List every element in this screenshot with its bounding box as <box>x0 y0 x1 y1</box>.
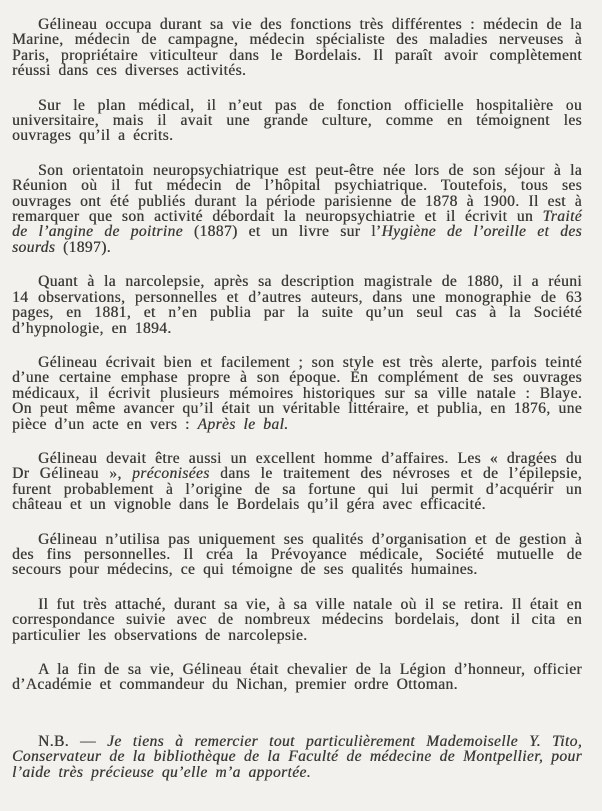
paragraph <box>12 98 582 144</box>
text-run: A la fin de sa vie, Gélineau était chevalier de la Légion d’honneur, officier d’Académie et commandeur du Nichan, premier ordre Ottoman. <box>12 661 582 694</box>
text-run: Il fut très attaché, durant sa vie, à sa ville natale où il se retira. Il était en correspondance suivie avec de nombreux médecins bordelais, dont il cita en particulier les observations de narcolepsie. <box>12 595 582 644</box>
paragraph <box>12 17 582 79</box>
text-run: N.B. — <box>38 732 108 750</box>
italic-text-run: Je tiens à remercier tout particulièrement Mademoiselle Y. Tito, Conservateur de la bibliothèque de la Faculté de médecine de Montpellier, pour l’aide très précieuse qu’elle m’a apportée. <box>12 732 582 781</box>
paragraph <box>12 597 582 643</box>
text-run: Gélineau écrivait bien et facilement ; son style est très alerte, parfois teinté d’une certaine emphase propre à son époque. En complément de ses ouvrages médicaux, il écrivit plusieurs mémoires historiques sur sa ville natale : Blaye. On peut même avancer qu’il était un véritable littéraire, et publia, en 1876, une pièce d’un acte en vers : <box>12 353 582 433</box>
text-run: Gélineau occupa durant sa vie des fonctions très différentes : médecin de la Marine, médecin de campagne, médecin spécialiste des maladies nerveuses à Paris, propriétaire viticulteur dans le Bordelais. Il paraît avoir complètement réussi dans ces diverses activités. <box>12 16 582 80</box>
text-run: (1887) et un livre sur l’ <box>182 223 382 241</box>
paragraph <box>12 163 582 255</box>
italic-text-run: Hygiène de l’oreille et des sourds <box>12 223 582 256</box>
page-body <box>12 17 582 780</box>
italic-text-run: préconisées <box>132 465 210 483</box>
paragraph <box>12 451 582 513</box>
footnote-paragraph <box>12 734 582 780</box>
text-run: Quant à la narcolepsie, après sa description magistrale de 1880, il a réuni 14 observations, personnelles et d’autres auteurs, dans une monographie de 63 pages, en 1881, et n’en publia par la suite qu’un seul cas à la Société d’hypnologie, en 1894. <box>12 273 582 337</box>
italic-text-run: Traité de l’angine de poitrine <box>12 208 582 241</box>
text-run: dans le traitement des névroses et de l’épilepsie, furent probablement à l’origine de sa fortune qui lui permit d’acquérir un château et un vignoble dans le Bordelais qu’il géra avec efficacité. <box>12 465 582 514</box>
text-run: (1897). <box>55 238 111 256</box>
text-run: Son orientatoin neuropsychiatrique est peut-être née lors de son séjour à la Réunion où il fut médecin de l’hôpital psychiatrique. Toutefois, tous ses ouvrages ont été publiés durant la période parisienne de 1878 à 1900. Il est à remarquer que son activité débordait la neuropsychiatrie et il écrivit un <box>12 161 582 226</box>
paragraph <box>12 532 582 578</box>
text-run: Gélineau n’utilisa pas uniquement ses qualités d’organisation et de gestion à des fins personnelles. Il créa la Prévoyance médicale, Société mutuelle de secours pour médecins, ce qui témoigne de ses qualités humaines. <box>12 530 582 579</box>
paragraph <box>12 274 582 336</box>
paragraph <box>12 355 582 432</box>
italic-text-run: Après le bal. <box>197 415 289 433</box>
paragraph <box>12 662 582 693</box>
text-run: Sur le plan médical, il n’eut pas de fonction officielle hospitalière ou universitaire, mais il avait une grande culture, comme en témoignent les ouvrages qu’il a écrits. <box>12 96 582 145</box>
text-run: Gélineau devait être aussi un excellent homme d’affaires. Les « dragées du Dr Gélineau », <box>12 449 582 483</box>
